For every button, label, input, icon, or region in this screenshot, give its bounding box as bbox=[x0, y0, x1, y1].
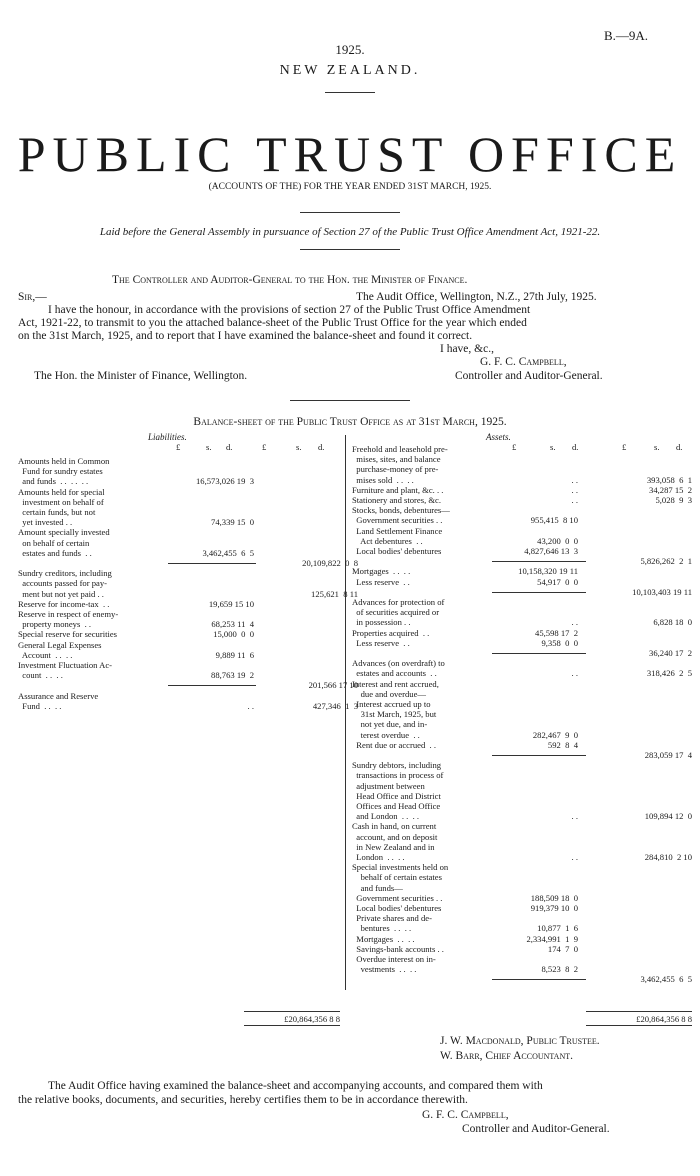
balance-row bbox=[352, 781, 692, 791]
row-inner-amount: 955,415 8 10 bbox=[530, 515, 578, 526]
balance-sheet-title: Balance-sheet of the Public Trust Office as at 31st March, 1925. bbox=[193, 416, 507, 428]
balance-row bbox=[352, 536, 692, 546]
row-label: estates and accounts . . bbox=[352, 668, 437, 679]
balance-row bbox=[352, 689, 692, 699]
liabilities-total: £20,864,356 8 8 bbox=[284, 1014, 340, 1024]
row-label: Freehold and leasehold pre- bbox=[352, 444, 448, 454]
row-label: 31st March, 1925, but bbox=[352, 709, 437, 720]
balance-row bbox=[352, 862, 692, 872]
col-head: s. bbox=[206, 442, 212, 452]
balance-row bbox=[352, 903, 692, 913]
certificate-line: The Audit Office having examined the balance-sheet and accompanying accounts, and compared them with bbox=[48, 1080, 543, 1092]
balance-row bbox=[18, 701, 358, 711]
row-label: estates and funds . . bbox=[18, 547, 92, 558]
row-label: Account . . . . bbox=[18, 649, 73, 660]
row-outer-amount: 36,240 17 2 bbox=[649, 648, 692, 658]
certificate-signer-title: Controller and Auditor-General. bbox=[462, 1123, 610, 1135]
row-outer-amount: 318,426 2 5 bbox=[646, 668, 692, 679]
row-inner-amount: 19,659 15 10 bbox=[208, 598, 254, 609]
rule-short bbox=[300, 212, 400, 213]
row-label: Fund for sundry estates bbox=[18, 466, 103, 477]
col-head: £ bbox=[512, 442, 517, 452]
row-inner-amount: 10,877 1 6 bbox=[537, 923, 578, 934]
balance-row bbox=[18, 497, 358, 507]
balance-row bbox=[352, 842, 692, 852]
balance-row bbox=[18, 538, 358, 548]
row-label: investment on behalf of bbox=[18, 496, 104, 507]
assets-heading: Assets. bbox=[486, 432, 511, 442]
balance-row bbox=[18, 680, 358, 690]
row-label: Sundry debtors, including bbox=[352, 760, 442, 771]
balance-row bbox=[352, 964, 692, 974]
balance-row bbox=[352, 852, 692, 862]
row-label: Stocks, bonds, debentures— bbox=[352, 505, 450, 516]
total-rule bbox=[244, 1025, 340, 1026]
row-inner-amount: 15,000 0 0 bbox=[213, 629, 254, 640]
letter-body-line: Act, 1921-22, to transmit to you the attached balance-sheet of the Public Trust Office for the year which ended bbox=[18, 317, 527, 329]
row-label: and funds . . . . . . bbox=[18, 476, 89, 487]
col-head: £ bbox=[262, 442, 267, 452]
balance-row bbox=[352, 893, 692, 903]
balance-row bbox=[352, 515, 692, 525]
row-inner-amount: 68,253 11 4 bbox=[211, 619, 254, 630]
row-label: transactions in process of bbox=[352, 770, 444, 781]
row-inner-amount: 10,158,320 19 11 bbox=[518, 566, 578, 577]
row-label: Advances for protection of bbox=[352, 597, 445, 607]
letter-signer: G. F. C. Campbell, bbox=[480, 356, 567, 368]
row-label: Stationery and stores, &c. bbox=[352, 495, 442, 505]
row-outer-amount: 34,287 15 2 bbox=[649, 484, 692, 495]
row-label: Less reserve . . bbox=[352, 576, 410, 587]
balance-row bbox=[352, 719, 692, 729]
row-inner-amount: 16,573,026 19 3 bbox=[195, 476, 254, 487]
row-label: Cash in hand, on current bbox=[352, 821, 437, 832]
balance-row bbox=[352, 760, 692, 770]
row-label: Reserve for income-tax . . bbox=[18, 598, 110, 609]
row-label: ment but not yet paid . . bbox=[18, 588, 104, 599]
row-label: Government securities . . bbox=[352, 892, 443, 903]
row-outer-amount: 109,894 12 0 bbox=[644, 811, 692, 822]
letter-signer-title: Controller and Auditor-General. bbox=[455, 370, 603, 382]
row-inner-amount: 174 7 0 bbox=[547, 943, 578, 954]
balance-row bbox=[352, 883, 692, 893]
row-label: due and overdue— bbox=[352, 688, 426, 699]
row-outer-amount: 10,103,403 19 11 bbox=[632, 586, 692, 597]
letter-body-line: on the 31st March, 1925, and to report that I have examined the balance-sheet and found it correct. bbox=[18, 330, 473, 342]
row-label: certain funds, but not bbox=[18, 507, 96, 517]
row-label: behalf of certain estates bbox=[352, 872, 442, 883]
col-head: d. bbox=[676, 442, 683, 452]
balance-row bbox=[18, 578, 358, 588]
row-outer-amount: 6,828 18 0 bbox=[653, 617, 692, 628]
row-label: purchase-money of pre- bbox=[352, 464, 439, 475]
letter-closing: I have, &c., bbox=[440, 343, 494, 355]
balance-row bbox=[352, 811, 692, 821]
row-label: Properties acquired . . bbox=[352, 627, 430, 638]
subtotal-rule bbox=[492, 653, 586, 654]
row-label: vestments . . . . bbox=[352, 964, 417, 975]
subtotal-rule bbox=[168, 685, 256, 686]
total-rule bbox=[586, 1011, 692, 1012]
balance-row bbox=[352, 648, 692, 658]
row-inner-amount: . . bbox=[571, 852, 578, 862]
certificate-line: the relative books, documents, and securities, hereby certifies them to be in accordance therewith. bbox=[18, 1094, 468, 1106]
row-label: yet invested . . bbox=[18, 517, 73, 528]
row-label: bentures . . . . bbox=[352, 923, 412, 934]
balance-row bbox=[352, 638, 692, 648]
balance-row bbox=[352, 577, 692, 587]
row-label: on behalf of certain bbox=[18, 537, 90, 548]
row-label: not yet due, and in- bbox=[352, 719, 428, 730]
col-head: d. bbox=[318, 442, 325, 452]
balance-row bbox=[352, 923, 692, 933]
row-inner-amount: 45,598 17 2 bbox=[535, 627, 578, 638]
signatory: W. Barr, Chief Accountant. bbox=[440, 1050, 573, 1062]
balance-row bbox=[352, 617, 692, 627]
row-inner-amount: . . bbox=[571, 811, 578, 822]
row-label: Rent due or accrued . . bbox=[352, 739, 436, 750]
subtotal-rule bbox=[168, 563, 256, 564]
balance-row bbox=[352, 801, 692, 811]
row-label: Special investments held on bbox=[352, 862, 449, 873]
row-label: Advances (on overdraft) to bbox=[352, 658, 445, 669]
col-head: £ bbox=[176, 442, 181, 452]
row-label: mises, sites, and balance bbox=[352, 454, 441, 465]
balance-row bbox=[18, 466, 358, 476]
balance-row bbox=[352, 505, 692, 515]
row-inner-amount: . . bbox=[571, 484, 578, 495]
total-rule bbox=[244, 1011, 340, 1012]
balance-row bbox=[352, 607, 692, 617]
row-label: Furniture and plant, &c. . . bbox=[352, 484, 444, 495]
row-label: Fund . . . . bbox=[18, 700, 62, 711]
balance-row bbox=[18, 650, 358, 660]
laid-before-notice: Laid before the General Assembly in pursuance of Section 27 of the Public Trust Office Amendment Act, 1921-22. bbox=[99, 226, 601, 238]
balance-row bbox=[18, 609, 358, 619]
row-label: Interest accrued up to bbox=[352, 699, 431, 709]
row-label: mises sold . . . . bbox=[352, 474, 414, 485]
row-label: in possession . . bbox=[352, 617, 411, 628]
col-head: s. bbox=[296, 442, 302, 452]
row-inner-amount: 43,200 0 0 bbox=[537, 535, 578, 546]
row-label: General Legal Expenses bbox=[18, 639, 102, 650]
balance-row bbox=[352, 821, 692, 831]
row-inner-amount: 282,467 9 0 bbox=[532, 729, 578, 740]
row-inner-amount: 592 8 4 bbox=[547, 739, 578, 750]
balance-row bbox=[352, 944, 692, 954]
balance-row bbox=[18, 599, 358, 609]
balance-row bbox=[352, 740, 692, 750]
balance-row bbox=[352, 587, 692, 597]
row-outer-amount: 20,109,822 0 8 bbox=[302, 558, 358, 568]
row-outer-amount: 284,810 2 10 bbox=[644, 852, 692, 862]
balance-row bbox=[352, 832, 692, 842]
row-label: Less reserve . . bbox=[352, 637, 410, 648]
balance-row bbox=[352, 954, 692, 964]
balance-row bbox=[352, 495, 692, 505]
col-head: £ bbox=[622, 442, 627, 452]
row-label: Sundry creditors, including bbox=[18, 568, 112, 579]
row-outer-amount: 283,059 17 4 bbox=[644, 750, 692, 760]
row-label: Land Settlement Finance bbox=[352, 525, 443, 536]
balance-row bbox=[18, 640, 358, 650]
balance-row bbox=[18, 568, 358, 578]
row-label: property moneys . . bbox=[18, 619, 92, 630]
balance-row bbox=[352, 974, 692, 984]
row-outer-amount: 201,566 17 10 bbox=[308, 680, 358, 691]
row-label: Mortgages . . . . bbox=[352, 933, 415, 944]
row-outer-amount: 5,826,262 2 1 bbox=[640, 556, 692, 567]
rule-short bbox=[290, 400, 410, 401]
balance-row bbox=[352, 464, 692, 474]
balance-row bbox=[352, 628, 692, 638]
balance-row bbox=[18, 527, 358, 537]
row-outer-amount: 3,462,455 6 5 bbox=[640, 974, 692, 985]
row-label: accounts passed for pay- bbox=[18, 578, 108, 589]
row-inner-amount: 8,523 8 2 bbox=[541, 964, 578, 975]
row-label: and London . . . . bbox=[352, 811, 420, 822]
balance-row bbox=[352, 454, 692, 464]
document-reference: B.—9A. bbox=[603, 28, 648, 43]
row-inner-amount: . . bbox=[247, 700, 254, 711]
subtotal-rule bbox=[492, 755, 586, 756]
row-inner-amount: . . bbox=[571, 668, 578, 679]
document-subtitle: (ACCOUNTS OF THE) FOR THE YEAR ENDED 31ST MARCH, 1925. bbox=[208, 182, 492, 192]
row-outer-amount: 393,058 6 1 bbox=[646, 474, 692, 485]
country: NEW ZEALAND. bbox=[279, 63, 421, 78]
certificate-signer: G. F. C. Campbell, bbox=[422, 1109, 509, 1121]
signatory: J. W. Macdonald, Public Trustee. bbox=[440, 1035, 600, 1047]
row-inner-amount: . . bbox=[571, 617, 578, 628]
balance-row bbox=[18, 507, 358, 517]
rule-short bbox=[300, 249, 400, 250]
row-label: in New Zealand and in bbox=[352, 841, 435, 852]
balance-row bbox=[18, 476, 358, 486]
balance-row bbox=[18, 629, 358, 639]
col-head: s. bbox=[654, 442, 660, 452]
row-label: Local bodies' debentures bbox=[352, 546, 442, 556]
balance-row bbox=[352, 485, 692, 495]
row-label: Amounts held in Common bbox=[18, 456, 110, 466]
balance-row bbox=[352, 566, 692, 576]
row-label: London . . . . bbox=[352, 852, 405, 862]
balance-row bbox=[352, 730, 692, 740]
letter-place-date: The Audit Office, Wellington, N.Z., 27th July, 1925. bbox=[356, 291, 597, 303]
row-label: Amount specially invested bbox=[18, 527, 110, 538]
row-inner-amount: 3,462,455 6 5 bbox=[202, 547, 254, 558]
row-label: terest overdue . . bbox=[352, 729, 420, 740]
balance-row bbox=[18, 589, 358, 599]
balance-row bbox=[18, 548, 358, 558]
row-inner-amount: . . bbox=[571, 474, 578, 485]
row-label: Act debentures . . bbox=[352, 535, 423, 546]
row-label: Offices and Head Office bbox=[352, 801, 441, 811]
row-inner-amount: 919,379 10 0 bbox=[530, 903, 578, 913]
balance-row bbox=[352, 791, 692, 801]
year: 1925. bbox=[335, 42, 365, 57]
balance-row bbox=[352, 556, 692, 566]
balance-row bbox=[352, 913, 692, 923]
balance-row bbox=[352, 668, 692, 678]
balance-row bbox=[352, 679, 692, 689]
balance-row bbox=[352, 526, 692, 536]
row-label: Amounts held for special bbox=[18, 486, 105, 497]
balance-row bbox=[352, 699, 692, 709]
rule-short bbox=[325, 92, 375, 93]
row-label: count . . . . bbox=[18, 670, 63, 681]
col-head: s. bbox=[550, 442, 556, 452]
balance-row bbox=[352, 934, 692, 944]
balance-row bbox=[18, 517, 358, 527]
row-label: Interest and rent accrued, bbox=[352, 678, 439, 689]
row-inner-amount: 54,917 0 0 bbox=[537, 576, 578, 587]
balance-row bbox=[352, 475, 692, 485]
balance-row bbox=[352, 770, 692, 780]
letter-addressee: The Hon. the Minister of Finance, Wellington. bbox=[34, 370, 248, 382]
row-inner-amount: 9,889 11 6 bbox=[215, 649, 254, 660]
row-label: Overdue interest on in- bbox=[352, 954, 436, 964]
row-inner-amount: 88,763 19 2 bbox=[211, 670, 254, 681]
row-label: and funds— bbox=[352, 882, 403, 893]
balance-row bbox=[18, 691, 358, 701]
balance-row bbox=[18, 487, 358, 497]
row-outer-amount: 5,028 9 3 bbox=[655, 495, 692, 505]
row-label: adjustment between bbox=[352, 780, 425, 791]
balance-row bbox=[352, 872, 692, 882]
letter-heading: The Controller and Auditor-General to the Hon. the Minister of Finance. bbox=[112, 274, 468, 286]
row-label: Head Office and District bbox=[352, 790, 441, 801]
balance-row bbox=[352, 750, 692, 760]
row-label: Mortgages . . . . bbox=[352, 566, 411, 577]
row-outer-amount: 125,621 8 11 bbox=[311, 588, 358, 599]
row-inner-amount: 4,827,646 13 3 bbox=[524, 546, 578, 556]
col-head: d. bbox=[572, 442, 579, 452]
balance-row bbox=[352, 658, 692, 668]
row-label: Special reserve for securities bbox=[18, 629, 118, 640]
row-label: Private shares and de- bbox=[352, 913, 432, 924]
row-label: Investment Fluctuation Ac- bbox=[18, 660, 113, 670]
row-inner-amount: 9,358 0 0 bbox=[541, 637, 578, 648]
balance-row bbox=[18, 660, 358, 670]
row-label: of securities acquired or bbox=[352, 607, 440, 618]
liabilities-heading: Liabilities. bbox=[148, 432, 187, 442]
row-outer-amount: 427,346 1 3 bbox=[312, 700, 358, 711]
balance-row bbox=[18, 670, 358, 680]
assets-total: £20,864,356 8 8 bbox=[636, 1014, 692, 1024]
balance-row bbox=[352, 444, 692, 454]
col-head: d. bbox=[226, 442, 233, 452]
balance-row bbox=[352, 546, 692, 556]
row-label: Savings-bank accounts . . bbox=[352, 943, 444, 954]
balance-row bbox=[18, 619, 358, 629]
row-label: Local bodies' debentures bbox=[352, 903, 442, 913]
row-label: Reserve in respect of enemy- bbox=[18, 609, 119, 619]
row-inner-amount: 2,334,991 1 9 bbox=[526, 933, 578, 944]
balance-row bbox=[352, 597, 692, 607]
subtotal-rule bbox=[492, 561, 586, 562]
balance-row bbox=[18, 456, 358, 466]
row-inner-amount: 74,339 15 0 bbox=[211, 517, 254, 528]
letter-body-line: I have the honour, in accordance with the provisions of section 27 of the Public Trust Office Amendment bbox=[48, 304, 531, 316]
balance-row bbox=[18, 558, 358, 568]
letter-salutation: Sir,— bbox=[18, 291, 47, 303]
row-inner-amount: 188,509 18 0 bbox=[530, 892, 578, 903]
subtotal-rule bbox=[492, 592, 586, 593]
row-inner-amount: . . bbox=[571, 495, 578, 505]
row-label: account, and on deposit bbox=[352, 831, 438, 842]
total-rule bbox=[586, 1025, 692, 1026]
row-label: Government securities . . bbox=[352, 515, 443, 526]
balance-row bbox=[352, 709, 692, 719]
subtotal-rule bbox=[492, 979, 586, 980]
row-label: Assurance and Reserve bbox=[18, 690, 99, 701]
document-title: PUBLIC TRUST OFFICE bbox=[17, 126, 683, 182]
